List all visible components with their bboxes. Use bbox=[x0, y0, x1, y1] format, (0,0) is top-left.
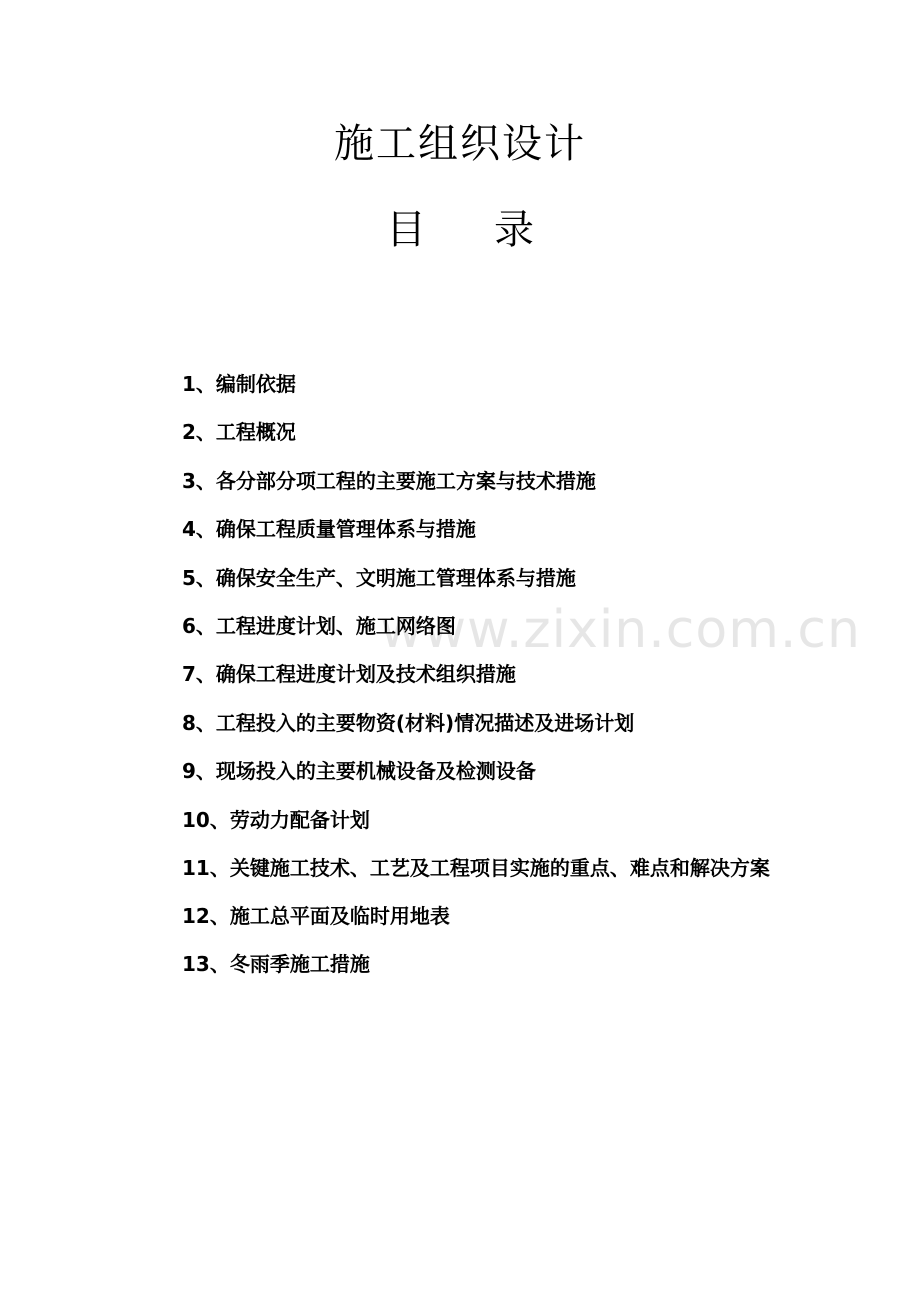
toc-item[interactable]: 10、劳动力配备计划 bbox=[182, 807, 370, 832]
toc-heading-left: 目 bbox=[386, 207, 426, 253]
watermark-text: www.zixin.com.cn bbox=[380, 600, 861, 660]
document-title: 施工组织设计 bbox=[334, 121, 586, 167]
toc-item[interactable]: 2、工程概况 bbox=[182, 420, 296, 445]
toc-item[interactable]: 4、确保工程质量管理体系与措施 bbox=[182, 517, 476, 542]
table-of-contents bbox=[138, 360, 788, 989]
toc-item[interactable]: 8、工程投入的主要物资(材料)情况描述及进场计划 bbox=[182, 710, 635, 735]
toc-heading bbox=[0, 202, 920, 258]
toc-item[interactable]: 11、关键施工技术、工艺及工程项目实施的重点、难点和解决方案 bbox=[182, 856, 770, 881]
toc-item[interactable]: 13、冬雨季施工措施 bbox=[182, 952, 370, 977]
toc-item[interactable]: 9、现场投入的主要机械设备及检测设备 bbox=[182, 759, 536, 784]
toc-item[interactable]: 12、施工总平面及临时用地表 bbox=[182, 904, 450, 929]
toc-heading-right: 录 bbox=[494, 207, 534, 253]
toc-item[interactable]: 7、确保工程进度计划及技术组织措施 bbox=[182, 662, 516, 687]
toc-item[interactable]: 1、编制依据 bbox=[182, 372, 296, 396]
toc-item[interactable]: 5、确保安全生产、文明施工管理体系与措施 bbox=[182, 565, 576, 590]
toc-item[interactable]: 6、工程进度计划、施工网络图 bbox=[182, 614, 456, 639]
toc-item[interactable]: 3、各分部分项工程的主要施工方案与技术措施 bbox=[182, 468, 596, 493]
